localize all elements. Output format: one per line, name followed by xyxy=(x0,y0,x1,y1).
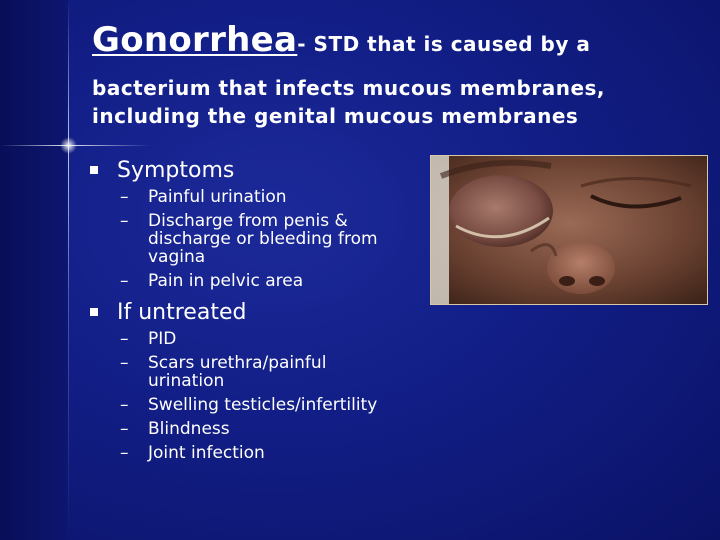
left-nostril xyxy=(559,276,575,286)
dash-bullet-icon: – xyxy=(120,271,129,291)
list-item xyxy=(120,420,410,438)
title-main-word: Gonorrhea xyxy=(92,20,298,60)
list-item-text: Pain in pelvic area xyxy=(148,271,304,291)
slide-title xyxy=(92,16,702,130)
square-bullet-icon xyxy=(90,308,98,316)
bullet-label: If untreated xyxy=(117,300,247,325)
title-continuation: bacterium that infects mucous membranes, including the genital mucous membranes xyxy=(92,76,606,128)
list-item-text: Scars urethra/painful urination xyxy=(148,353,327,391)
list-item xyxy=(120,396,410,414)
bullet-group-symptoms xyxy=(90,156,410,290)
right-nostril xyxy=(589,276,605,286)
title-subtitle: - STD that is caused by a xyxy=(297,32,591,56)
list-item xyxy=(120,444,410,462)
dash-bullet-icon: – xyxy=(120,211,129,231)
symptoms-list xyxy=(90,188,410,290)
list-item-text: Discharge from penis & discharge or bleeding from vagina xyxy=(148,211,378,267)
list-item-text: PID xyxy=(148,329,177,349)
list-item xyxy=(120,354,410,390)
nose xyxy=(547,242,615,294)
title-first-line xyxy=(92,16,702,70)
dash-bullet-icon: – xyxy=(120,443,129,463)
left-decorative-band xyxy=(0,0,68,540)
list-item-text: Painful urination xyxy=(148,187,287,207)
square-bullet-icon xyxy=(90,166,98,174)
list-item-text: Swelling testicles/infertility xyxy=(148,395,378,415)
list-item xyxy=(120,272,410,290)
bullet-label: Symptoms xyxy=(117,158,235,183)
dash-bullet-icon: – xyxy=(120,353,129,373)
list-item xyxy=(120,330,410,348)
dash-bullet-icon: – xyxy=(120,187,129,207)
list-item xyxy=(120,188,410,206)
untreated-list xyxy=(90,330,410,462)
dash-bullet-icon: – xyxy=(120,329,129,349)
dash-bullet-icon: – xyxy=(120,419,129,439)
infant-photo xyxy=(430,155,708,305)
dash-bullet-icon: – xyxy=(120,395,129,415)
bullet-symptoms xyxy=(90,156,410,186)
list-item xyxy=(120,212,410,266)
cloth-edge xyxy=(431,156,449,305)
decorative-star-glow xyxy=(60,137,77,154)
bullet-content xyxy=(90,156,410,468)
infant-face-illustration xyxy=(431,156,708,305)
bullet-untreated xyxy=(90,298,410,328)
list-item-text: Blindness xyxy=(148,419,230,439)
decorative-vertical-line xyxy=(68,0,69,540)
bullet-group-untreated xyxy=(90,298,410,462)
list-item-text: Joint infection xyxy=(148,443,265,463)
